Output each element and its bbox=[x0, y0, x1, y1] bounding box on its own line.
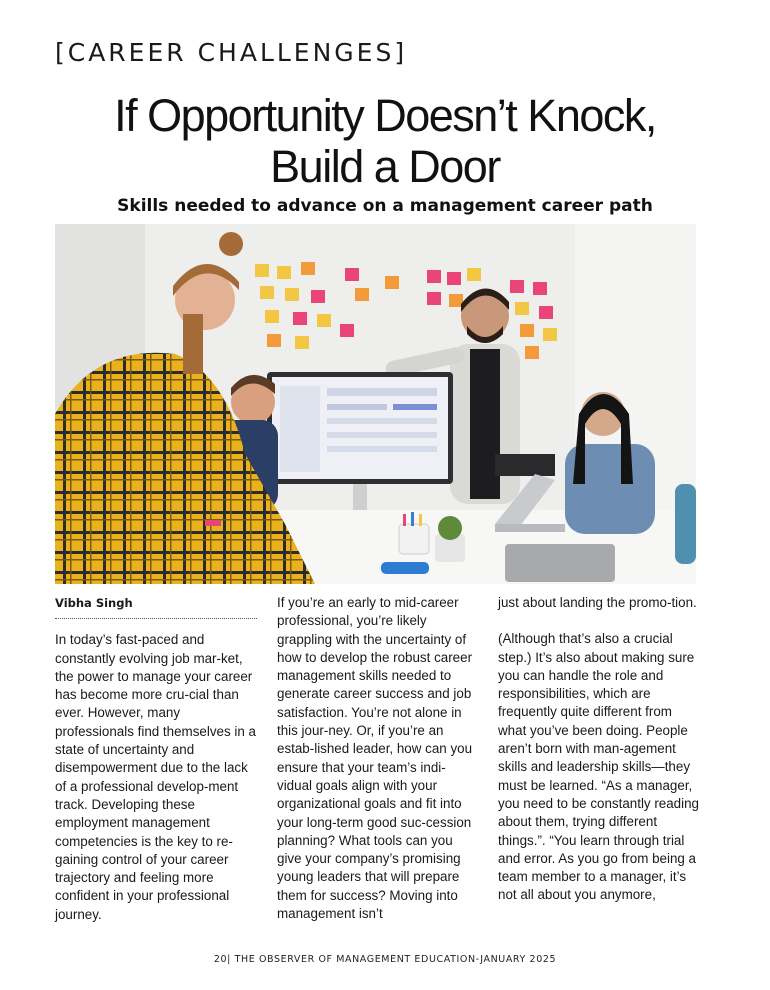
page-footer bbox=[0, 954, 770, 965]
column-3-paragraph-2: (Although that’s also a crucial step.) It’s also about making sure you can handle the role and responsibilities, which are frequently quite different from what you’ve been doing. People aren’t born with man-agement skills and leadership skills—they must be learned. “As a manager, you need to be constantly reading about them, trying different things.”. “You learn through trial and error. As you go from being a team member to a manager, it’s not all about you anymore, bbox=[498, 631, 700, 903]
article-photo bbox=[55, 224, 696, 584]
author-byline: Vibha Singh bbox=[55, 594, 257, 619]
publication-name: THE OBSERVER OF MANAGEMENT EDUCATION-JANUARY 2025 bbox=[234, 954, 557, 965]
headline-line-1: If Opportunity Doesn’t Knock, bbox=[114, 90, 656, 141]
subheadline: Skills needed to advance on a management career path bbox=[117, 196, 653, 216]
section-label: [CAREER CHALLENGES] bbox=[55, 38, 408, 67]
column-2-paragraph: If you’re an early to mid-career professional, you’re likely grappling with the uncertainty of how to develop the robust career management skills needed to generate career success and job satisfaction. You’re not alone in this jour-ney. Or, if you’re an estab-lished leader, how can you ensure that your team’s indi-vidual goals align with your organizational goals and fit into your long-term good suc-cession planning? What tools can you give your company’s promising young leaders that will prepare them for success? Moving into management isn’t bbox=[277, 595, 473, 922]
column-3-paragraph-1: just about landing the promo-tion. bbox=[498, 595, 697, 610]
article-column-3 bbox=[498, 594, 703, 905]
footer-separator: | bbox=[227, 954, 231, 965]
headline-line-2: Build a Door bbox=[270, 141, 500, 192]
headline bbox=[0, 90, 770, 192]
page-number: 20 bbox=[213, 954, 228, 965]
column-1-paragraph: In today’s fast-paced and constantly evolving job mar-ket, the power to manage your career has become more cru-cial than ever. However, many professionals find themselves in a state of uncertainty and disempowerment due to the lack of a professional develop-ment track. Developing these employment management competencies is the key to re-gaining control of your career trajectory and feeling more confident in your professional journey. bbox=[55, 632, 256, 922]
article-column-1 bbox=[55, 594, 257, 924]
article-column-2 bbox=[277, 594, 480, 923]
office-meeting-illustration bbox=[55, 224, 696, 584]
